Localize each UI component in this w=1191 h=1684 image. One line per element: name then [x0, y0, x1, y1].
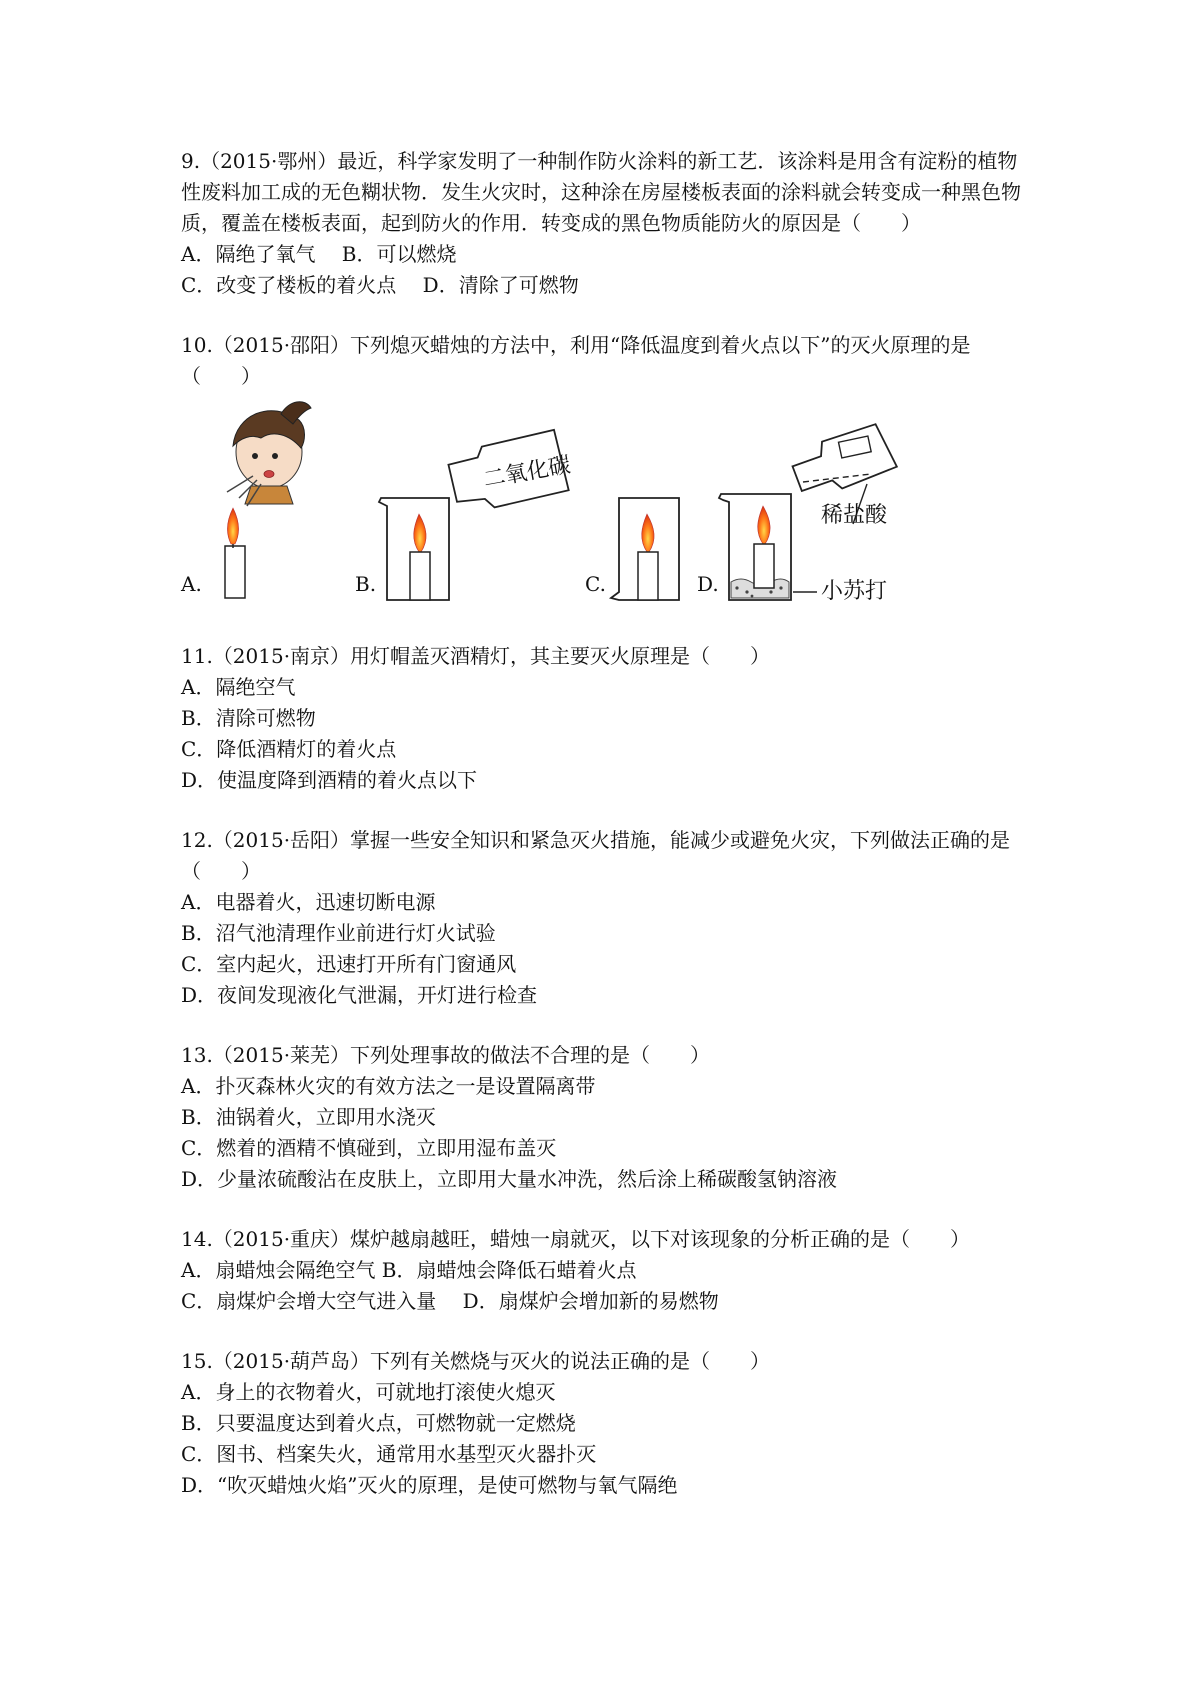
option-line: B．沼气池清理作业前进行灯火试验	[181, 921, 496, 945]
question-10	[181, 330, 1041, 619]
option-line: D．夜间发现液化气泄漏，开灯进行检查	[181, 983, 538, 1007]
option-line: C．扇煤炉会增大空气进入量 D．扇煤炉会增加新的易燃物	[181, 1289, 719, 1313]
question-12	[181, 825, 1041, 1011]
option-line: A．身上的衣物着火，可就地打滚使火熄灭	[181, 1380, 556, 1404]
question-15	[181, 1346, 1041, 1501]
option-line: D．“吹灭蜡烛火焰”灭火的原理，是使可燃物与氧气隔绝	[181, 1473, 678, 1497]
question-stem: 9.（2015·鄂州）最近，科学家发明了一种制作防火涂料的新工艺．该涂料是用含有淀粉的植物性废料加工成的无色糊状物．发生火灾时，这种涂在房屋楼板表面的涂料就会转变成一种黑色物质，覆盖在楼板表面，起到防火的作用．转变成的黑色物质能防火的原因是（ ）	[181, 149, 1021, 235]
option-a-label: A.	[181, 572, 202, 596]
option-line: B．清除可燃物	[181, 706, 316, 730]
question-stem: 10.（2015·邵阳）下列熄灭蜡烛的方法中，利用“降低温度到着火点以下”的灭火原理的是（ ）	[181, 333, 971, 388]
candle-b	[410, 514, 430, 600]
acid-label: 稀盐酸	[821, 503, 888, 528]
option-line: B．只要温度达到着火点，可燃物就一定燃烧	[181, 1411, 576, 1435]
option-line: A．隔绝了氧气 B．可以燃烧	[181, 242, 457, 266]
question-stem: 11.（2015·南京）用灯帽盖灭酒精灯，其主要灭火原理是（ ）	[181, 644, 771, 668]
option-line: A．隔绝空气	[181, 675, 296, 699]
option-c-label: C.	[585, 572, 606, 596]
question-stem: 14.（2015·重庆）煤炉越扇越旺，蜡烛一扇就灭，以下对该现象的分析正确的是（ ）	[181, 1227, 971, 1251]
option-line: C．室内起火，迅速打开所有门窗通风	[181, 952, 517, 976]
girl-head-icon	[233, 402, 311, 504]
option-line: C．图书、档案失火，通常用水基型灭火器扑灭	[181, 1442, 597, 1466]
option-c-candle-in-beaker	[611, 498, 679, 600]
candle-d	[754, 506, 774, 588]
question-stem: 15.（2015·葫芦岛）下列有关燃烧与灭火的说法正确的是（ ）	[181, 1349, 771, 1373]
question-9	[181, 146, 1041, 301]
option-d-acid-soda	[719, 422, 899, 604]
option-line: A．扇蜡烛会隔绝空气 B．扇蜡烛会降低石蜡着火点	[181, 1258, 637, 1282]
question-stem: 13.（2015·莱芜）下列处理事故的做法不合理的是（ ）	[181, 1043, 711, 1067]
label-pointers	[793, 484, 867, 592]
co2-bottle	[446, 428, 576, 514]
option-line: D．使温度降到酒精的着火点以下	[181, 768, 478, 792]
candle-figure	[181, 394, 1041, 619]
soda-label: 小苏打	[821, 579, 888, 604]
option-d-label: D.	[697, 572, 719, 596]
option-line: C．降低酒精灯的着火点	[181, 737, 397, 761]
option-line: C．燃着的酒精不慎碰到，立即用湿布盖灭	[181, 1136, 557, 1160]
option-line: A．电器着火，迅速切断电源	[181, 890, 436, 914]
question-13	[181, 1040, 1041, 1195]
candle-figure-drawing	[181, 394, 1041, 619]
question-14	[181, 1224, 1041, 1317]
option-line: D．少量浓硫酸沾在皮肤上，立即用大量水冲洗，然后涂上稀碳酸氢钠溶液	[181, 1167, 838, 1191]
acid-bottle	[788, 422, 899, 498]
option-b-label: B.	[355, 572, 377, 596]
question-page	[181, 146, 1041, 1530]
option-a-girl-blowing-candle	[225, 402, 311, 598]
question-stem: 12.（2015·岳阳）掌握一些安全知识和紧急灭火措施，能减少或避免火灾，下列做法正确的是（ ）	[181, 828, 1011, 883]
candle-a	[225, 508, 245, 598]
option-b-co2-pouring	[379, 428, 575, 600]
question-11	[181, 641, 1041, 796]
option-line: A．扑灭森林火灾的有效方法之一是设置隔离带	[181, 1074, 596, 1098]
co2-label: 二氧化碳	[481, 452, 573, 493]
option-line: B．油锅着火，立即用水浇灭	[181, 1105, 436, 1129]
option-line: C．改变了楼板的着火点 D．清除了可燃物	[181, 273, 579, 297]
